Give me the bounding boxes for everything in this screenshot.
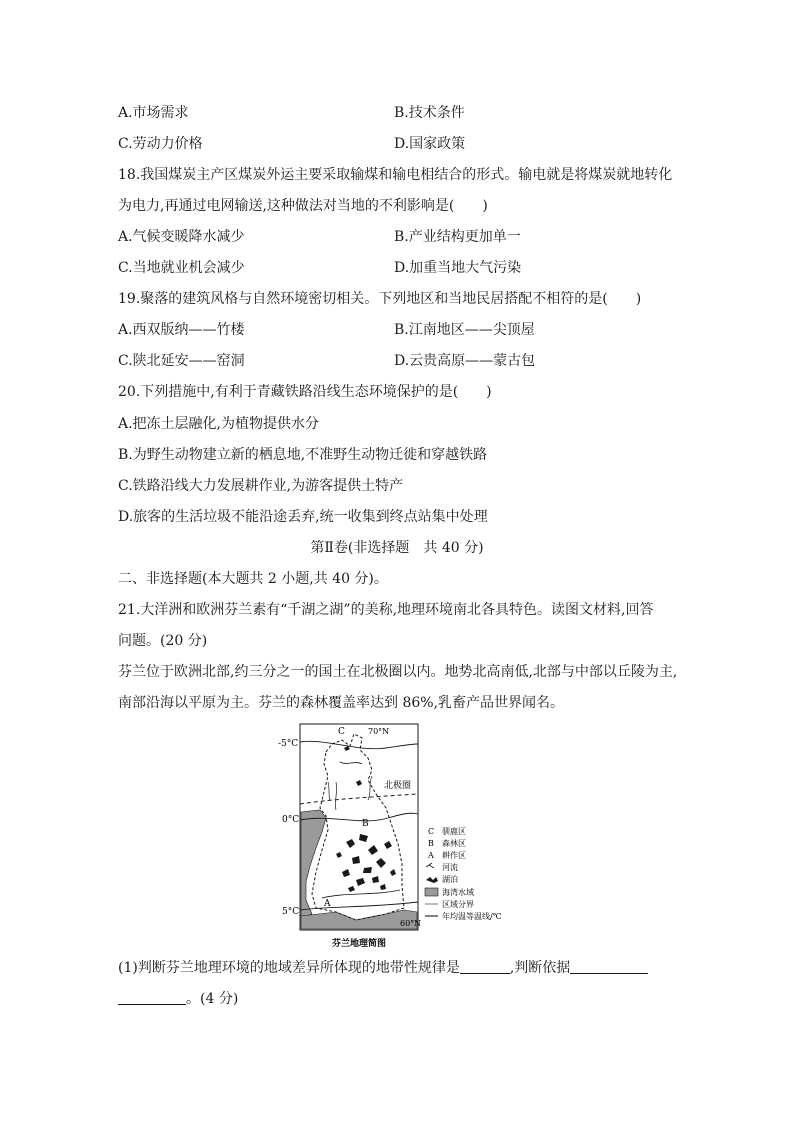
answer-blank-1[interactable] (460, 959, 510, 974)
q21-sub1-text-b: ,判断依据 (509, 960, 571, 976)
legend-key-a: A (428, 851, 434, 860)
q17-option-a: A.市场需求 (118, 105, 189, 121)
legend-label-river: 河流 (442, 863, 458, 872)
legend-label-c: 驯鹿区 (442, 827, 466, 836)
legend-key-c: C (428, 827, 435, 836)
legend-label-sea: 海湾水域 (442, 888, 474, 897)
section2-title: 第Ⅱ卷(非选择题 共 40 分) (310, 540, 484, 556)
legend-label-b: 森林区 (442, 839, 466, 848)
q20-option-b: B.为野生动物建立新的栖息地,不准野生动物迁徙和穿越铁路 (118, 447, 488, 463)
q21-material-line2: 南部沿海以平原为主。芬兰的森林覆盖率达到 86%,乳畜产品世界闻名。 (118, 695, 565, 711)
q18-option-c: C.当地就业机会减少 (118, 260, 245, 276)
zone-a-label: A (324, 899, 331, 909)
section2-heading: 二、非选择题(本大题共 2 小题,共 40 分)。 (118, 571, 388, 587)
q18-stem-line2: 为电力,再通过电网输送,这种做法对当地的不利影响是( ) (118, 198, 488, 214)
q20-option-d: D.旅客的生活垃圾不能沿途丢弃,统一收集到终点站集中处理 (118, 509, 488, 525)
legend-label-a: 耕作区 (442, 851, 466, 860)
legend-label-lake: 湖泊 (442, 875, 458, 884)
lake-legend-icon (426, 877, 438, 883)
q17-option-b: B.技术条件 (394, 105, 465, 121)
arctic-circle-label: 北极圈 (384, 781, 412, 791)
legend-label-boundary: 区域分界 (442, 900, 474, 909)
finland-map-figure (276, 722, 520, 950)
q18-option-d: D.加重当地大气污染 (394, 260, 522, 276)
q18-option-b: B.产业结构更加单一 (394, 229, 521, 245)
q18-stem-line1: 18.我国煤炭主产区煤炭外运主要采取输煤和输电相结合的形式。输电就是将煤炭就地转化 (118, 167, 673, 183)
q21-sub1-line2 (118, 989, 238, 1009)
answer-blank-2[interactable] (570, 959, 648, 974)
isotherm-bottom-label: 5°C (282, 907, 300, 917)
q17-option-d: D.国家政策 (394, 136, 466, 152)
map-caption: 芬兰地理简图 (332, 939, 387, 949)
zone-b-label: B (362, 819, 369, 829)
q21-sub1-text-c: 。(4 分) (186, 991, 239, 1007)
q21-stem-line2: 问题。(20 分) (118, 633, 208, 649)
q19-stem: 19.聚落的建筑风格与自然环境密切相关。下列地区和当地民居搭配不相符的是( ) (118, 291, 642, 307)
q21-stem-line1: 21.大洋洲和欧洲芬兰素有“千湖之湖”的美称,地理环境南北各具特色。读图文材料,回答 (118, 602, 654, 618)
q17-option-c: C.劳动力价格 (118, 136, 203, 152)
q20-option-a: A.把冻土层融化,为植物提供水分 (118, 416, 320, 432)
q20-option-c: C.铁路沿线大力发展耕作业,为游客提供土特产 (118, 478, 404, 494)
q21-material-line1: 芬兰位于欧洲北部,约三分之一的国土在北极圈以内。地势北高南低,北部与中部以丘陵为主, (118, 664, 678, 680)
q18-option-a: A.气候变暖降水减少 (118, 229, 245, 245)
lat-70-label: 70°N (368, 727, 390, 736)
q19-option-a: A.西双版纳——竹楼 (118, 322, 245, 338)
q19-option-d: D.云贵高原——蒙古包 (394, 353, 536, 369)
legend-label-isotherm: 年均温等温线/℃ (442, 912, 502, 921)
river-legend-icon (426, 863, 434, 868)
q21-sub1-line1 (118, 958, 648, 978)
finland-map (276, 722, 520, 950)
isotherm-top-label: -5°C (278, 739, 299, 749)
zone-c-label: C (338, 727, 345, 737)
lat-60-label: 60°N (400, 919, 422, 928)
q21-sub1-text-a: (1)判断芬兰地理环境的地域差异所体现的地带性规律是 (118, 960, 460, 976)
sea-legend-icon (425, 888, 438, 896)
legend-key-b: B (428, 839, 434, 848)
isotherm-mid-label: 0°C (282, 815, 300, 825)
q19-option-c: C.陕北延安——窑洞 (118, 353, 245, 369)
answer-blank-3[interactable] (118, 990, 186, 1005)
q19-option-b: B.江南地区——尖顶屋 (394, 322, 535, 338)
q20-stem: 20.下列措施中,有利于青藏铁路沿线生态环境保护的是( ) (118, 384, 492, 400)
map-legend (425, 826, 502, 921)
